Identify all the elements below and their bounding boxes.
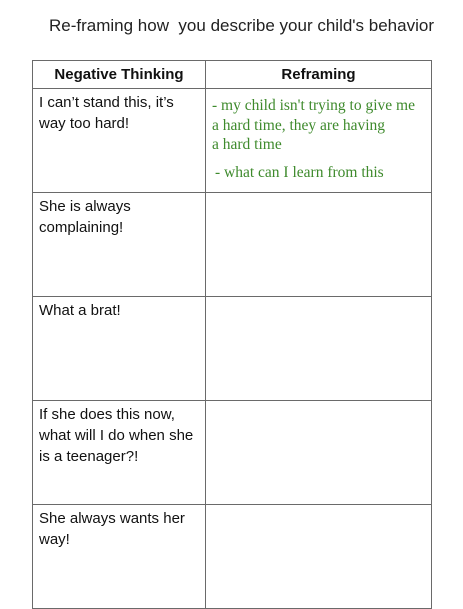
table-row (33, 401, 432, 505)
negative-thinking-cell (33, 401, 206, 505)
negative-thinking-text: If she does this now, what will I do when she is a teenager?! (39, 406, 194, 465)
negative-thinking-cell (33, 89, 206, 193)
negative-thinking-text: What a brat! (39, 302, 121, 319)
table-row (33, 505, 432, 609)
reframing-cell[interactable] (206, 505, 432, 609)
reframing-note: - what can I learn from this (215, 164, 384, 181)
negative-thinking-text: She is always complaining! (39, 198, 131, 236)
reframing-cell[interactable] (206, 193, 432, 297)
table-row (33, 193, 432, 297)
table-header-row (33, 61, 432, 89)
negative-thinking-text: She always wants her way! (39, 510, 185, 548)
reframing-note: - my child isn't trying to give me a hard time, they are having a hard time (212, 97, 415, 153)
negative-thinking-cell (33, 505, 206, 609)
negative-thinking-text: I can’t stand this, it’s way too hard! (39, 94, 174, 132)
table-row (33, 297, 432, 401)
negative-thinking-cell (33, 297, 206, 401)
reframing-cell[interactable] (206, 297, 432, 401)
header-negative-thinking: Negative Thinking (33, 61, 206, 89)
header-reframing: Reframing (206, 61, 432, 89)
reframing-cell[interactable] (206, 401, 432, 505)
negative-thinking-cell (33, 193, 206, 297)
page-title: Re-framing how you describe your child's behavior (49, 16, 434, 35)
